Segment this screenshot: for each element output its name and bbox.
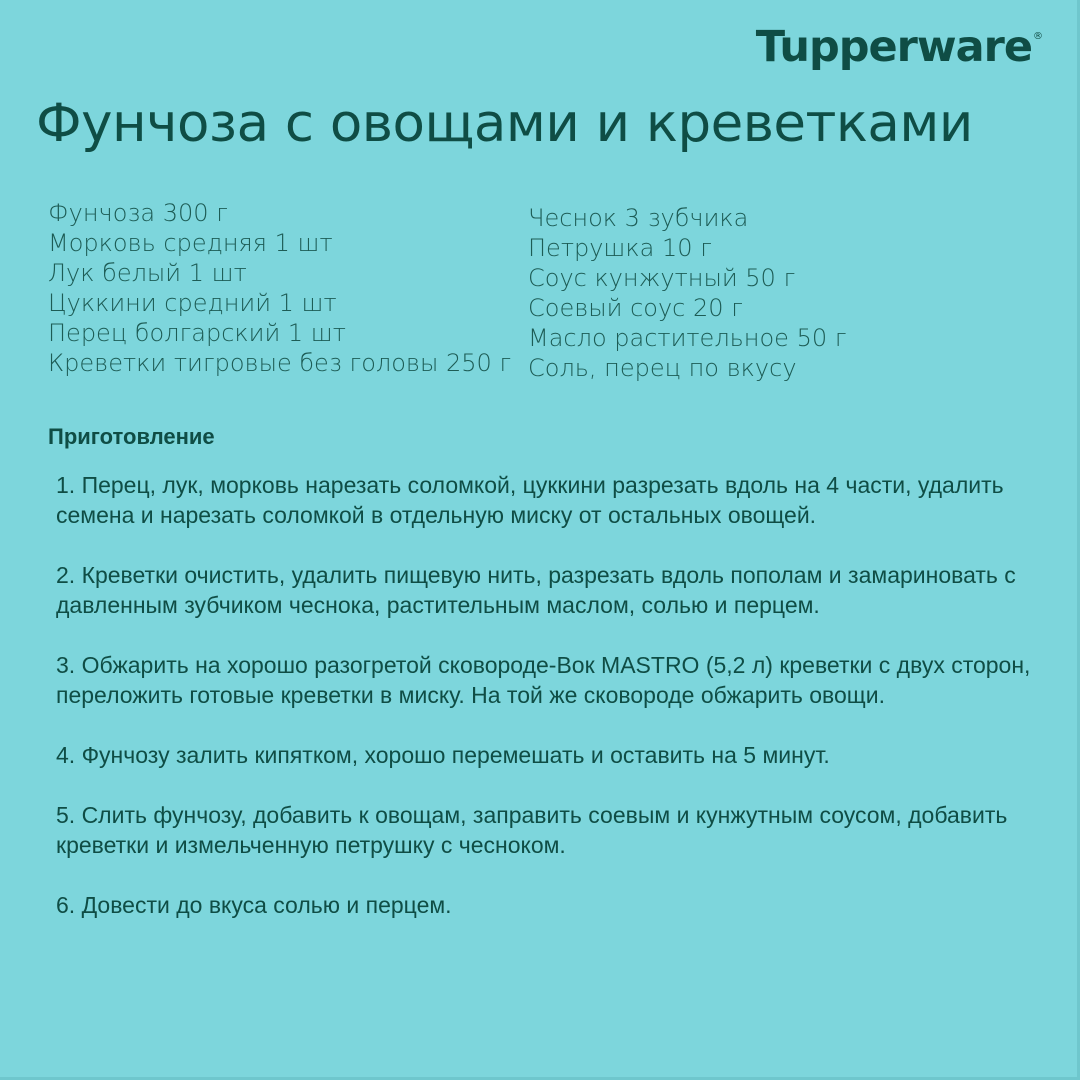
step-6: 6. Довести до вкуса солью и перцем.: [56, 892, 452, 918]
recipe-title: Фунчоза с овощами и креветками: [36, 93, 973, 154]
step-2: 2. Креветки очистить, удалить пищевую нить, разрезать вдоль пополам и замариновать с давленным зубчиком чеснока, растительным маслом, солью и перцем.: [56, 562, 1016, 618]
ingredients-column-left: [48, 198, 511, 378]
ingredient-item: Лук белый 1 шт: [48, 259, 247, 287]
preparation-heading: Приготовление: [48, 424, 215, 449]
ingredient-item: Соль, перец по вкусу: [528, 354, 797, 382]
ingredient-item: Чеснок 3 зубчика: [528, 204, 749, 232]
ingredient-item: Масло растительное 50 г: [528, 324, 847, 352]
ingredient-item: Морковь средняя 1 шт: [48, 229, 333, 257]
step-1: 1. Перец, лук, морковь нарезать соломкой, цуккини разрезать вдоль на 4 части, удалить семена и нарезать соломкой в отдельную миску от остальных овощей.: [56, 472, 1004, 528]
step-5: 5. Слить фунчозу, добавить к овощам, заправить соевым и кунжутным соусом, добавить креветки и измельченную петрушку с чесноком.: [56, 802, 1008, 858]
ingredient-item: Фунчоза 300 г: [48, 199, 228, 227]
step-3: 3. Обжарить на хорошо разогретой сковороде-Вок MASTRO (5,2 л) креветки с двух сторон, переложить готовые креветки в миску. На той же сковороде обжарить овощи.: [56, 652, 1031, 708]
ingredient-item: Соус кунжутный 50 г: [528, 264, 796, 292]
logo-text: Tupperware: [755, 22, 1032, 72]
preparation-steps: [56, 470, 1046, 950]
ingredient-item: Креветки тигровые без головы 250 г: [48, 349, 512, 377]
ingredient-item: Петрушка 10 г: [528, 234, 712, 262]
tupperware-logo: [755, 22, 1042, 72]
ingredient-item: Цуккини средний 1 шт: [48, 289, 337, 317]
ingredient-item: Перец болгарский 1 шт: [48, 319, 346, 347]
step-4: 4. Фунчозу залить кипятком, хорошо перемешать и оставить на 5 минут.: [56, 742, 830, 768]
ingredients-column-right: [528, 203, 847, 383]
ingredient-item: Соевый соус 20 г: [528, 294, 743, 322]
registered-mark: ®: [1033, 31, 1042, 42]
